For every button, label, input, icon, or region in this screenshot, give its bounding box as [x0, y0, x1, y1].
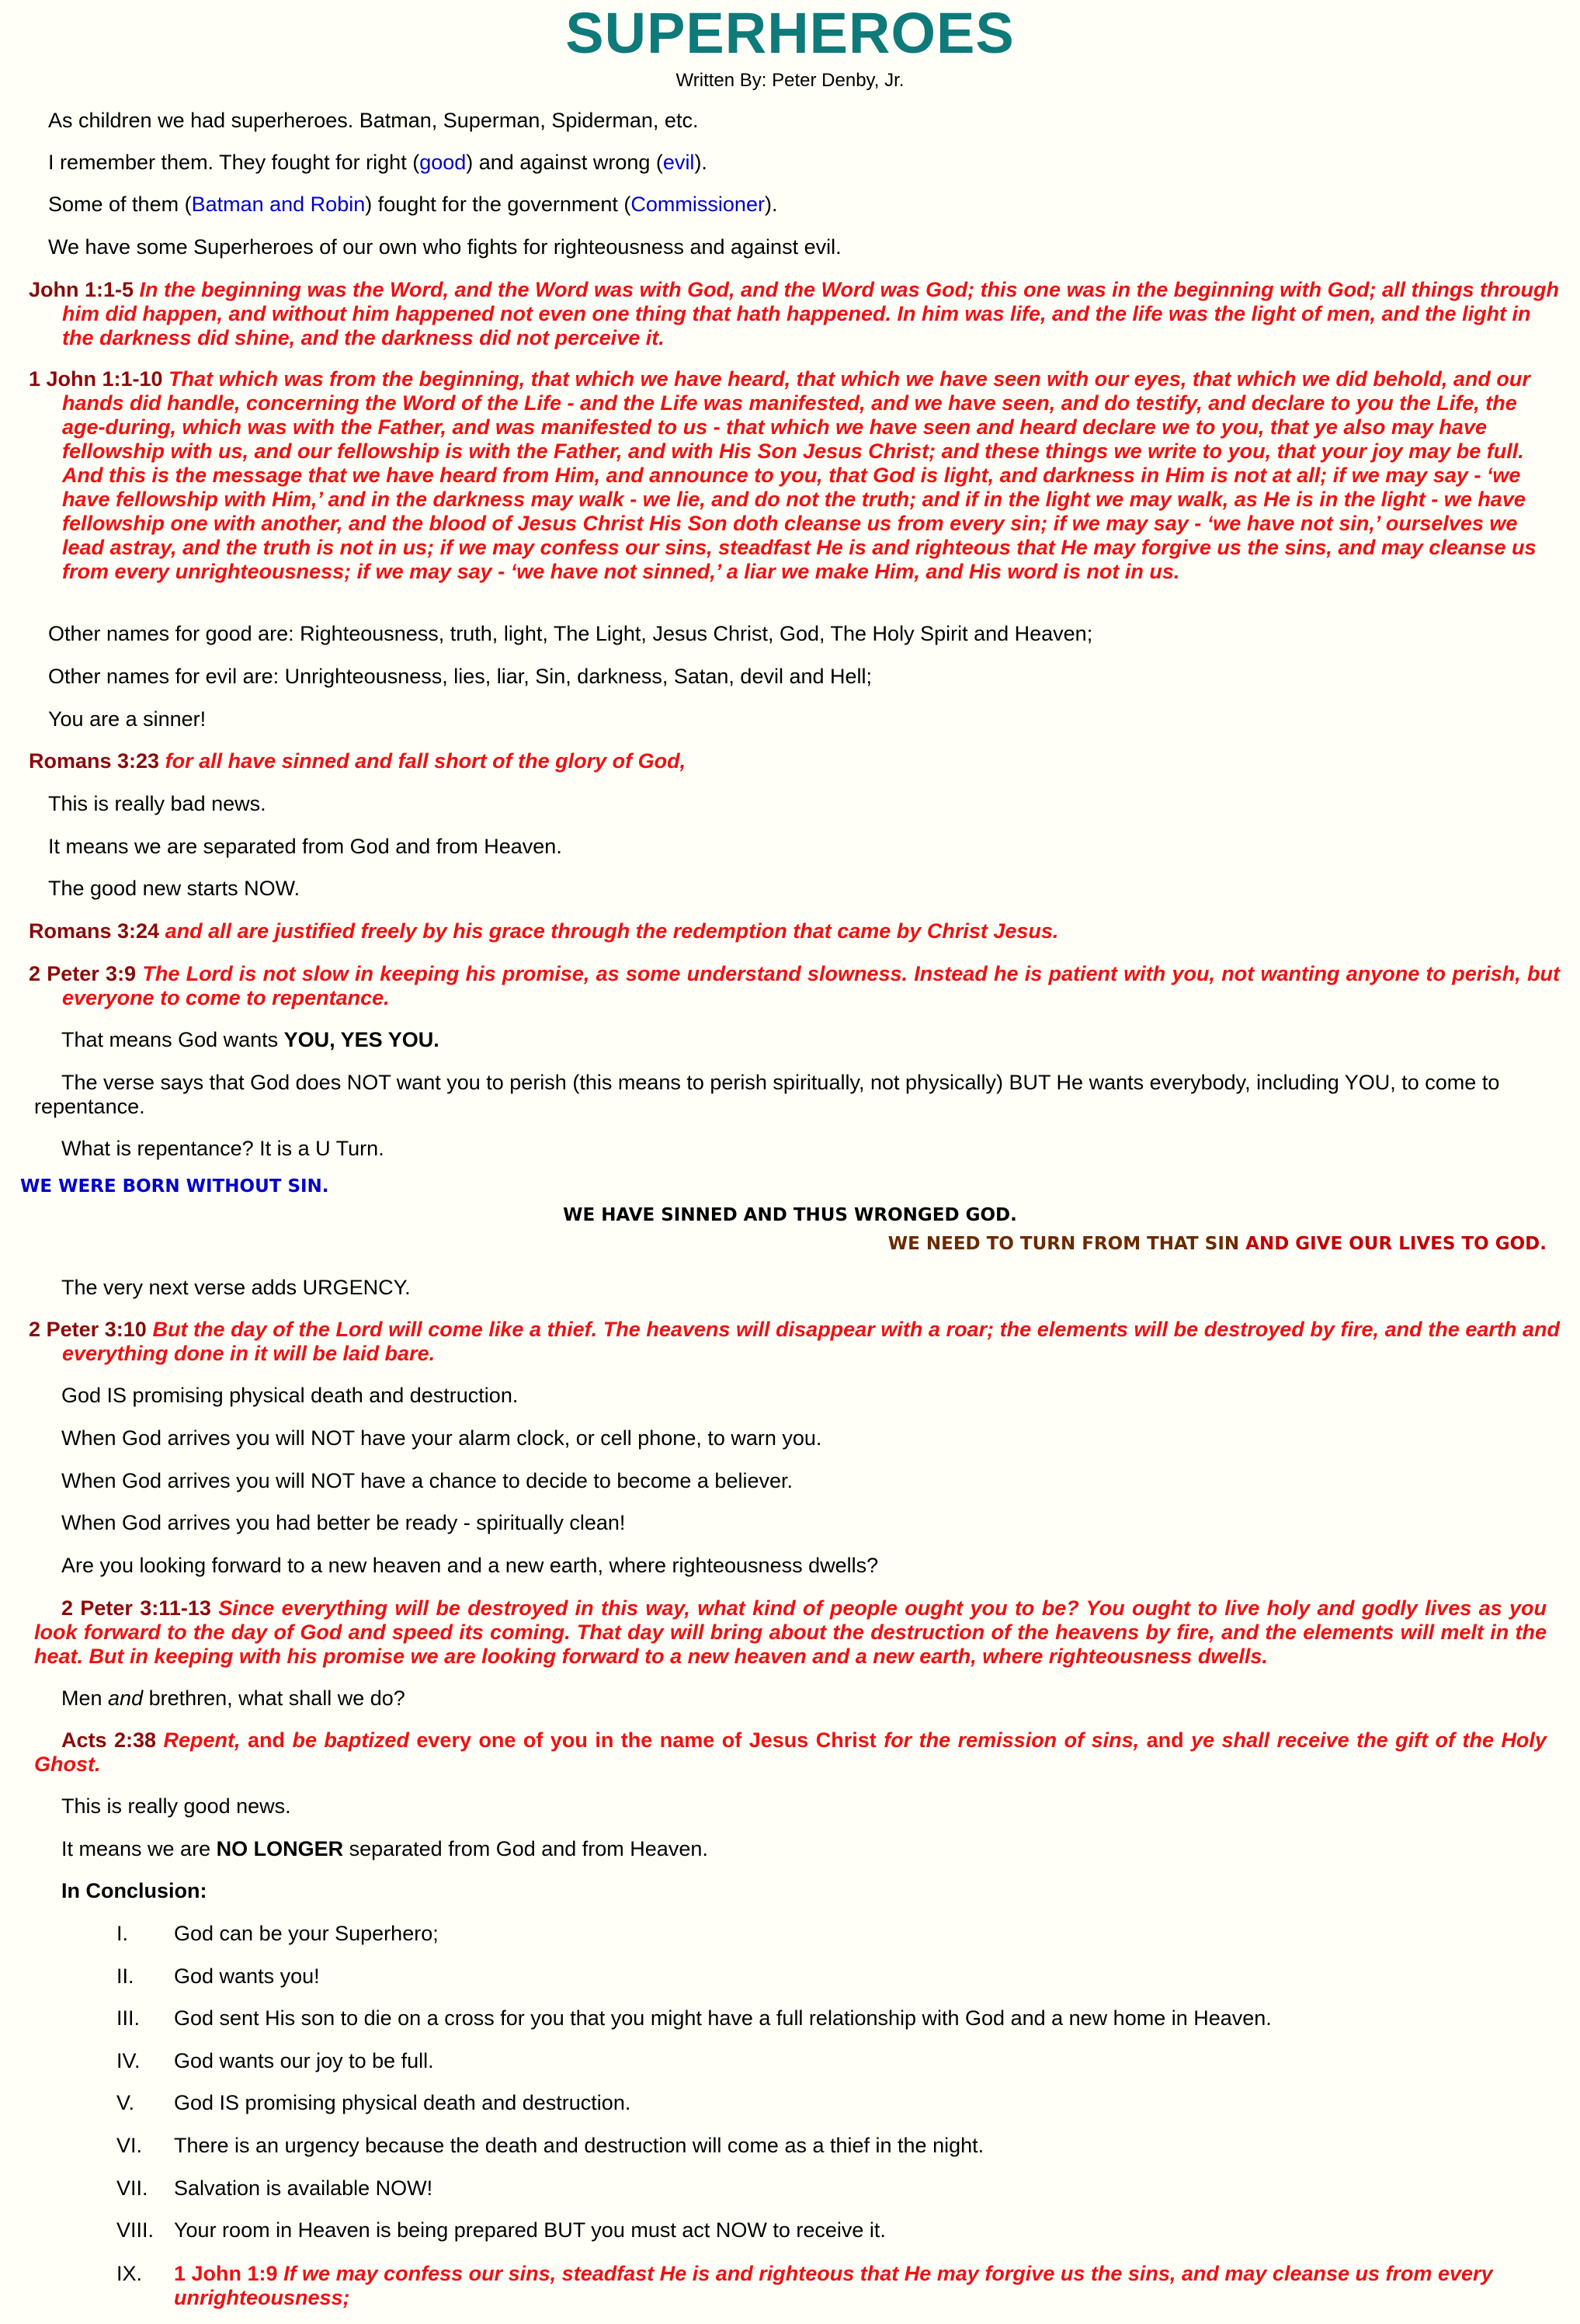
- page-title: SUPERHEROES: [565, 1, 1015, 65]
- promise-paragraph-3: When God arrives you will NOT have a chance to decide to become a believer.: [61, 1469, 793, 1492]
- verse-1-john-1-1-10: [29, 367, 1560, 584]
- conclusion-item-6: [116, 2134, 1557, 2158]
- verse-reference: 2 Peter 3:11-13: [61, 1596, 211, 1620]
- verse-reference: Romans 3:24: [29, 919, 160, 943]
- text-span: separated from God and from Heaven.: [343, 1837, 708, 1860]
- list-number: III.: [116, 2006, 141, 2030]
- list-text: Your room in Heaven is being prepared BUT you must act NOW to receive it.: [174, 2218, 886, 2242]
- emphasis-text: YOU, YES YOU.: [283, 1028, 439, 1051]
- verse-text: The Lord is not slow in keeping his promise, as some understand slowness. Instead he is patient with you, not wanting anyone to perish, but everyone to come to repentance.: [62, 962, 1560, 1009]
- verse-text: be baptized: [292, 1728, 409, 1752]
- verse-acts-2-38: [34, 1728, 1547, 1777]
- turn-text: WE NEED TO TURN FROM THAT SIN: [887, 1234, 1246, 1254]
- text-span: That means God wants: [61, 1028, 284, 1051]
- list-number: IX.: [116, 2262, 143, 2285]
- conclusion-item-4: [116, 2049, 1557, 2073]
- good-word: good: [419, 151, 467, 174]
- turn-from-sin-statement: [888, 1233, 1547, 1255]
- list-text: God can be your Superhero;: [174, 1922, 439, 1945]
- evil-word: evil: [662, 151, 695, 174]
- good-news-paragraph-2: [61, 1837, 1550, 1861]
- italic-and: and: [108, 1687, 144, 1710]
- promise-paragraph-2: When God arrives you will NOT have your alarm clock, or cell phone, to warn you.: [61, 1426, 822, 1450]
- verse-text: and: [1139, 1728, 1192, 1752]
- verse-2-peter-3-11-13: [34, 1596, 1547, 1669]
- verse-reference: Acts 2:38: [61, 1728, 157, 1752]
- conclusion-item-5: [116, 2091, 1557, 2115]
- intro-paragraph-2: [48, 151, 1550, 175]
- list-number: V.: [116, 2091, 135, 2115]
- list-text: [174, 2262, 1557, 2310]
- verse-romans-3-24: [29, 919, 1560, 943]
- list-text: God sent His son to die on a cross for you that you might have a full relationship with God and a new home in Heaven.: [174, 2006, 1272, 2030]
- born-without-sin-statement: WE WERE BORN WITHOUT SIN.: [20, 1176, 329, 1197]
- verse-reference: John 1:1-5: [29, 278, 134, 301]
- verse-text: Since everything will be destroyed in this way, what kind of people ought you to be? You ought to live holy and godly lives as you look forward to the day of God and speed its coming. That day will bring about the destruction of the heavens by fire, and the elements will melt in the heat. But in keeping with his promise we are looking forward to a new heaven and a new earth, where righteousness dwells.: [34, 1596, 1547, 1668]
- promise-paragraph-4: When God arrives you had better be ready - spiritually clean!: [61, 1511, 626, 1534]
- verse-reference: 1 John 1:9: [174, 2262, 278, 2285]
- evil-names-paragraph: Other names for evil are: Unrighteousness, lies, liar, Sin, darkness, Satan, devil and Hell;: [48, 665, 873, 688]
- god-wants-you-paragraph: [61, 1028, 1550, 1052]
- bad-news-paragraph-1: This is really bad news.: [48, 792, 266, 815]
- good-names-paragraph: Other names for good are: Righteousness, truth, light, The Light, Jesus Christ, God, The Holy Spirit and Heaven;: [48, 622, 1093, 645]
- conclusion-item-2: [116, 1964, 1557, 1989]
- bad-news-paragraph-2: It means we are separated from God and from Heaven.: [48, 835, 562, 858]
- conclusion-item-9: [116, 2262, 1557, 2310]
- verse-text: and: [240, 1728, 293, 1752]
- verse-text: In the beginning was the Word, and the Word was with God, and the Word was God; this one was in the beginning with God; all things through him did happen, and without him happened not even one thing that hath happened. In him was life, and the life was the light of men, and the light in the darkness did shine, and the darkness did not perceive it.: [62, 278, 1560, 349]
- batman-robin-text: Batman and Robin: [191, 193, 366, 216]
- text-span: It means we are: [61, 1837, 217, 1860]
- verse-text: every one of you in the name of Jesus Christ: [408, 1728, 884, 1752]
- verse-john-1-1-5: [29, 278, 1560, 350]
- list-text: There is an urgency because the death and destruction will come as a thief in the night.: [174, 2134, 984, 2157]
- text-span: ).: [764, 193, 778, 216]
- verse-reference: 2 Peter 3:10: [29, 1318, 147, 1341]
- byline: Written By: Peter Denby, Jr.: [675, 70, 905, 91]
- text-span: brethren, what shall we do?: [143, 1687, 405, 1710]
- verse-text: Repent,: [163, 1728, 241, 1752]
- list-text: God IS promising physical death and destruction.: [174, 2091, 631, 2115]
- bad-news-paragraph-3: The good new starts NOW.: [48, 877, 300, 900]
- conclusion-heading: In Conclusion:: [61, 1879, 207, 1902]
- verse-text: for the remission of sins,: [884, 1728, 1140, 1752]
- perish-paragraph: The verse says that God does NOT want you to perish (this means to perish spiritually, not physically) BUT He wants everybody, including YOU, to come to repentance.: [34, 1071, 1500, 1118]
- emphasis-text: NO LONGER: [216, 1837, 344, 1860]
- conclusion-item-8: [116, 2218, 1557, 2242]
- promise-paragraph-1: God IS promising physical death and destruction.: [61, 1384, 519, 1407]
- verse-reference: Romans 3:23: [29, 749, 160, 773]
- verse-text: That which was from the beginning, that which we have heard, that which we have seen with our eyes, that which we did behold, and our hands did handle, concerning the Word of the Life - and the Life was manifested, and we have seen, and do testify, and declare to you the Life, the age-during, which was with the Father, and was manifested to us - that which we have seen and heard declare we to you, that ye also may have fellowship with us, and our fellowship is with the Father, and with His Son Jesus Christ; and these things we write to you, that your joy may be full. And this is the message that we have heard from Him, and announce to you, that God is light, and darkness in Him is not at all; if we may say - ‘we have fellowship with Him,’ and in the darkness may walk - we lie, and do not the truth; and if in the light we may walk, as He is in the light - we have fellowship one with another, and the blood of Jesus Christ His Son doth cleanse us from every sin; if we may say - ‘we have not sin,’ ourselves we lead astray, and the truth is not in us; if we may confess our sins, steadfast He is and righteous that He may forgive us the sins, and may cleanse us from every unrighteousness; if we may say - ‘we have not sinned,’ a liar we make Him, and His word is not in us.: [62, 367, 1537, 583]
- verse-text: But the day of the Lord will come like a thief. The heavens will disappear with a roar; the elements will be destroyed by fire, and the earth and everything done in it will be laid bare.: [62, 1318, 1560, 1365]
- list-number: II.: [116, 1964, 134, 1988]
- list-number: VI.: [116, 2134, 143, 2157]
- sinned-statement: WE HAVE SINNED AND THUS WRONGED GOD.: [563, 1205, 1017, 1225]
- list-text: God wants you!: [174, 1964, 320, 1988]
- verse-text: ye shall receive the gift of the Holy Ghost.: [34, 1728, 1547, 1776]
- verse-reference: 2 Peter 3:9: [29, 962, 137, 985]
- verse-text: If we may confess our sins, steadfast He is and righteous that He may forgive us the sins, and may cleanse us from every unrighteousness;: [174, 2262, 1493, 2309]
- promise-paragraph-5: Are you looking forward to a new heaven and a new earth, where righteousness dwells?: [61, 1554, 879, 1577]
- list-number: VII.: [116, 2176, 148, 2200]
- conclusion-item-1: [116, 1922, 1557, 1946]
- text-span: ).: [694, 151, 707, 174]
- intro-paragraph-3: [48, 193, 1550, 217]
- give-lives-text: AND GIVE OUR LIVES TO GOD.: [1245, 1234, 1547, 1254]
- brethren-paragraph: [61, 1687, 1550, 1711]
- commissioner-text: Commissioner: [630, 193, 765, 216]
- list-number: I.: [116, 1922, 129, 1945]
- text-span: ) and against wrong (: [466, 151, 663, 174]
- conclusion-item-3: [116, 2006, 1557, 2030]
- good-news-paragraph-1: This is really good news.: [61, 1794, 291, 1818]
- verse-romans-3-23: [29, 749, 1560, 773]
- list-text: God wants our joy to be full.: [174, 2048, 434, 2072]
- verse-2-peter-3-10: [29, 1318, 1560, 1366]
- conclusion-item-7: [116, 2176, 1557, 2201]
- text-span: ) fought for the government (: [365, 193, 631, 216]
- verse-text: and all are justified freely by his grace through the redemption that came by Christ Jesus.: [165, 919, 1059, 943]
- intro-paragraph-4: We have some Superheroes of our own who fights for righteousness and against evil.: [48, 235, 842, 259]
- verse-text: for all have sinned and fall short of the glory of God,: [165, 749, 686, 773]
- list-number: VIII.: [116, 2218, 155, 2242]
- text-span: I remember them. They fought for right (: [48, 151, 420, 174]
- verse-2-peter-3-9: [29, 962, 1560, 1010]
- intro-paragraph-1: As children we had superheroes. Batman, Superman, Spiderman, etc.: [48, 109, 699, 132]
- text-span: Some of them (: [48, 193, 192, 216]
- urgency-paragraph: The very next verse adds URGENCY.: [61, 1276, 411, 1299]
- list-text: Salvation is available NOW!: [174, 2176, 433, 2200]
- list-number: IV.: [116, 2048, 141, 2072]
- text-span: Men: [61, 1687, 109, 1710]
- repentance-paragraph: What is repentance? It is a U Turn.: [61, 1137, 384, 1160]
- sinner-paragraph: You are a sinner!: [48, 707, 207, 731]
- verse-reference: 1 John 1:1-10: [29, 367, 163, 391]
